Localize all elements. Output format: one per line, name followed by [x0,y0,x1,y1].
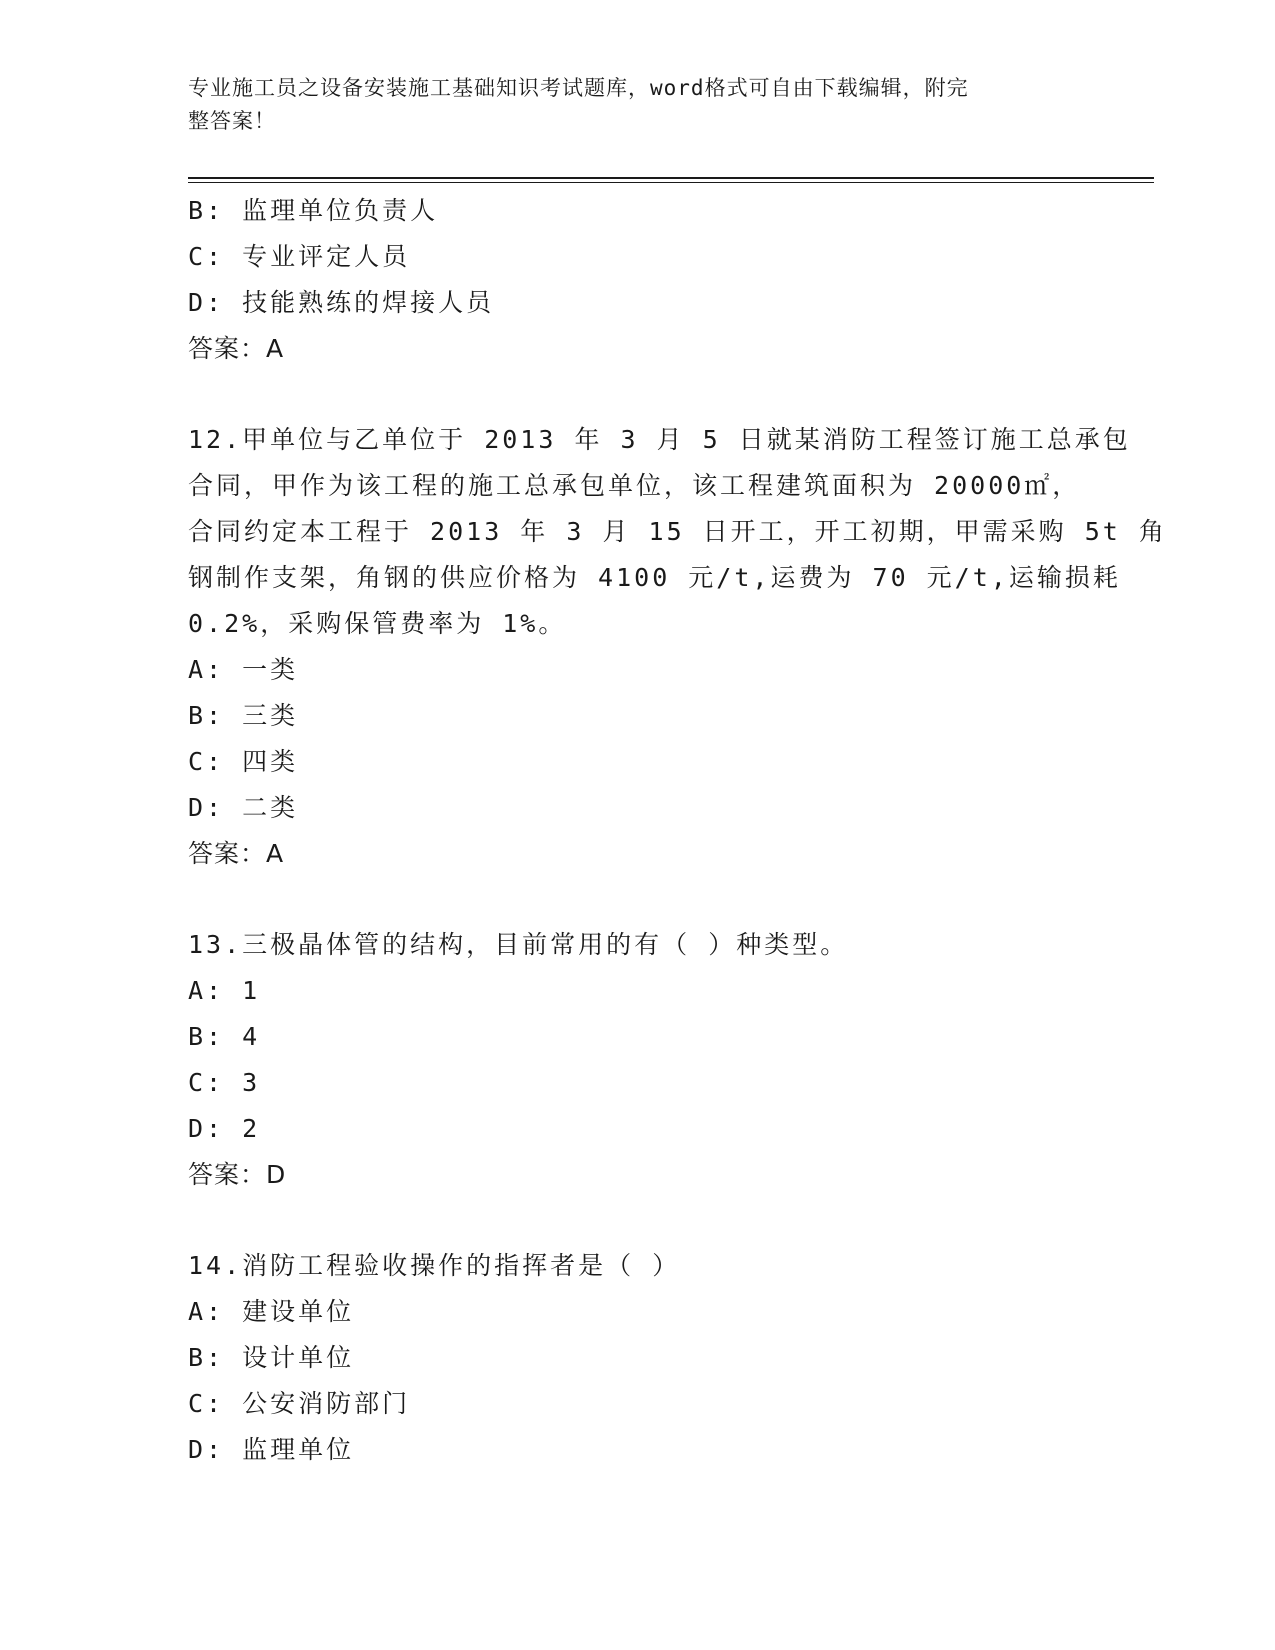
question-12 [188,417,1167,877]
spacer [188,877,1068,922]
option-c: C: 3 [188,1068,261,1097]
document-header [188,72,1068,138]
question-text-line: 13.三极晶体管的结构，目前常用的有（ ）种类型。 [188,930,849,959]
question-text-line: 0.2%，采购保管费率为 1%。 [188,609,567,638]
option-d: D: 技能熟练的焊接人员 [188,288,495,317]
spacer [188,1198,1068,1243]
question-content [188,188,1167,1473]
option-b: B: 设计单位 [188,1343,355,1372]
option-b: B: 三类 [188,701,299,730]
option-a: A: 1 [188,976,261,1005]
header-line-2: 整答案！ [188,109,276,133]
option-d: D: 二类 [188,793,299,822]
question-text-line: 合同，甲作为该工程的施工总承包单位，该工程建筑面积为 20000㎡， [188,471,1081,500]
question-11 [188,188,1068,372]
option-d: D: 监理单位 [188,1435,355,1464]
answer-line: 答案：A [188,839,285,868]
header-line-1: 专业施工员之设备安装施工基础知识考试题库，word格式可自由下载编辑，附完 [188,76,969,100]
question-text-line: 钢制作支架，角钢的供应价格为 4100 元/t,运费为 70 元/t,运输损耗 [188,563,1121,592]
question-text-line: 14.消防工程验收操作的指挥者是（ ） [188,1251,681,1280]
option-d: D: 2 [188,1114,261,1143]
option-a: A: 建设单位 [188,1297,355,1326]
question-14 [188,1243,1068,1473]
answer-line: 答案：A [188,334,285,363]
option-c: C: 专业评定人员 [188,242,411,271]
question-text-line: 12.甲单位与乙单位于 2013 年 3 月 5 日就某消防工程签订施工总承包 [188,425,1131,454]
option-c: C: 公安消防部门 [188,1389,411,1418]
header-divider [188,177,1154,183]
option-c: C: 四类 [188,747,299,776]
answer-line: 答案：D [188,1160,287,1189]
option-a: A: 一类 [188,655,299,684]
question-text-line: 合同约定本工程于 2013 年 3 月 15 日开工，开工初期，甲需采购 5t 角 [188,517,1167,546]
spacer [188,372,1068,417]
option-b: B: 监理单位负责人 [188,196,439,225]
option-b: B: 4 [188,1022,261,1051]
question-13 [188,922,1068,1198]
